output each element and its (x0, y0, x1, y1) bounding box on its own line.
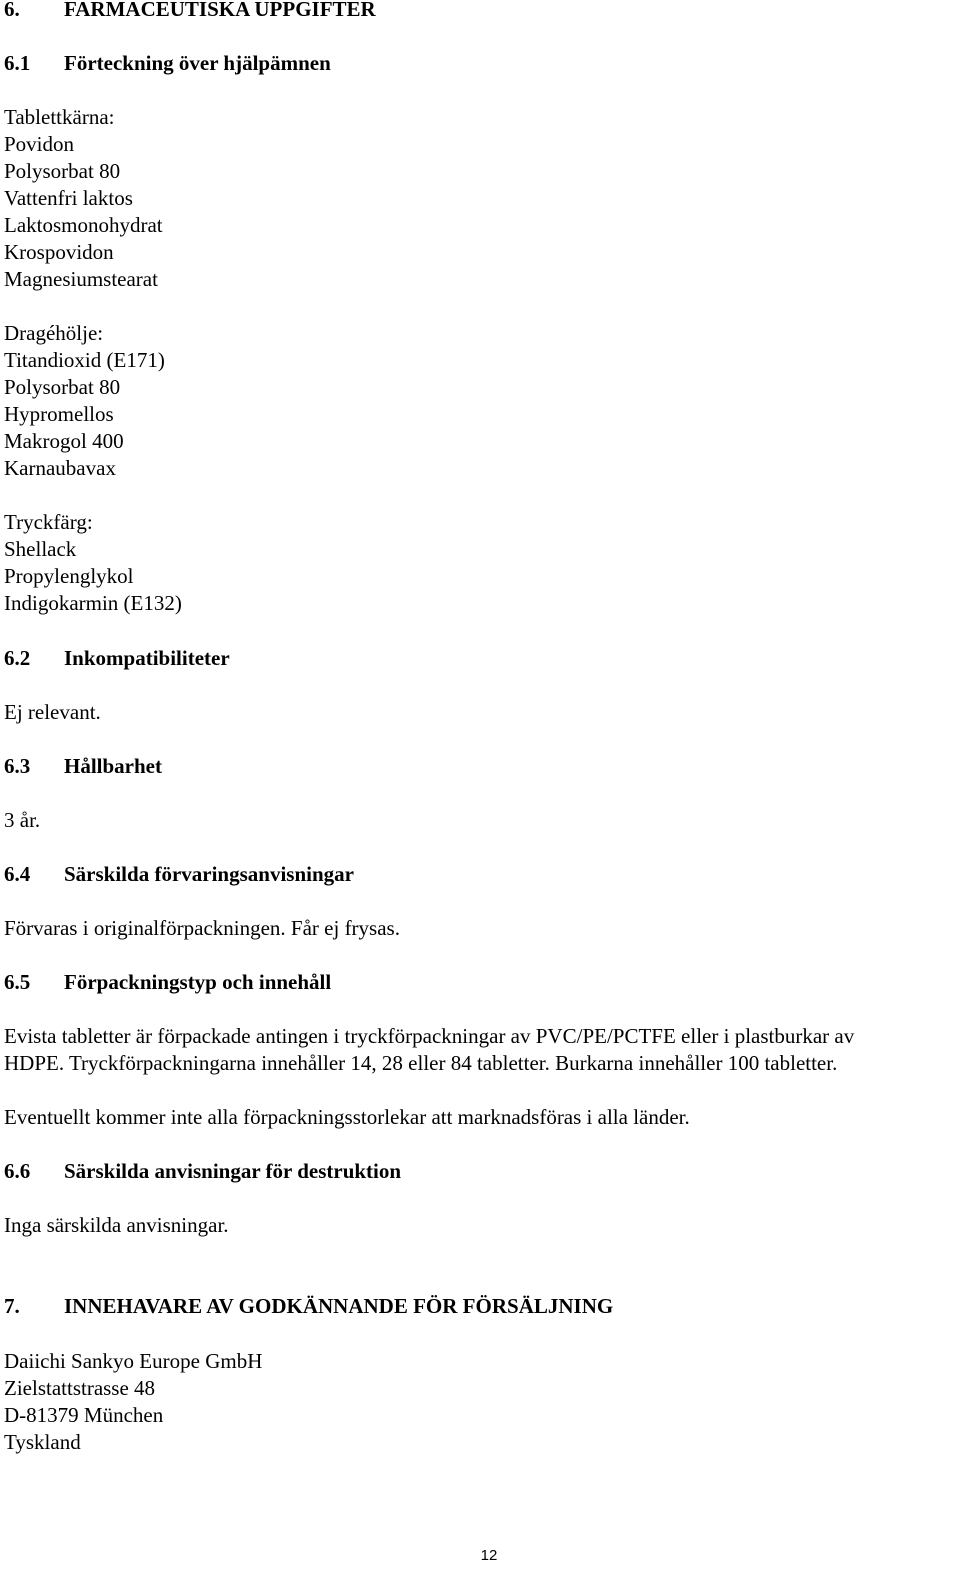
section-6-6-heading (4, 1158, 401, 1185)
section-number: 6.5 (4, 970, 31, 994)
paragraph: Inga särskilda anvisningar. (4, 1213, 229, 1237)
section-number: 6.2 (4, 646, 31, 670)
section-number: 6.1 (4, 51, 31, 75)
section-6-4-heading (4, 861, 354, 888)
section-number: 6.6 (4, 1159, 31, 1183)
section-6-5-heading (4, 969, 331, 996)
section-number: 7. (4, 1294, 20, 1318)
section-7-heading (4, 1293, 613, 1320)
list-item: Laktosmonohydrat (4, 213, 163, 237)
section-title: Förteckning över hjälpämnen (64, 51, 331, 75)
section-6-3-heading (4, 753, 162, 780)
list-item: Polysorbat 80 (4, 375, 121, 399)
section-title: FARMACEUTISKA UPPGIFTER (64, 0, 376, 21)
section-title: Särskilda anvisningar för destruktion (64, 1159, 402, 1183)
section-number: 6. (4, 0, 20, 21)
list-item: Titandioxid (E171) (4, 348, 165, 372)
section-number: 6.3 (4, 754, 31, 778)
paragraph: Förvaras i originalförpackningen. Får ej frysas. (4, 916, 400, 940)
section-number: 6.4 (4, 862, 31, 886)
section-6-2-heading (4, 645, 230, 672)
paragraph: Ej relevant. (4, 700, 101, 724)
address-line: Tyskland (4, 1430, 81, 1454)
list-item: Makrogol 400 (4, 429, 124, 453)
section-title: Inkompatibiliteter (64, 646, 230, 670)
address-line: Zielstattstrasse 48 (4, 1376, 156, 1400)
paragraph: Eventuellt kommer inte alla förpackningsstorlekar att marknadsföras i alla länder. (4, 1105, 690, 1129)
section-title: Särskilda förvaringsanvisningar (64, 862, 354, 886)
address-line: Daiichi Sankyo Europe GmbH (4, 1349, 263, 1373)
section-title: Hållbarhet (64, 754, 162, 778)
coating-label: Dragéhölje: (4, 321, 104, 345)
paragraph-line: HDPE. Tryckförpackningarna innehåller 14, 28 eller 84 tabletter. Burkarna innehåller 100 tabletter. (4, 1051, 838, 1075)
section-title: Förpackningstyp och innehåll (64, 970, 332, 994)
section-title: INNEHAVARE AV GODKÄNNANDE FÖR FÖRSÄLJNING (64, 1294, 614, 1318)
list-item: Propylenglykol (4, 564, 134, 588)
core-label: Tablettkärna: (4, 105, 115, 129)
list-item: Polysorbat 80 (4, 159, 121, 183)
page-number: 12 (480, 1547, 498, 1564)
list-item: Indigokarmin (E132) (4, 591, 182, 615)
list-item: Karnaubavax (4, 456, 116, 480)
ink-label: Tryckfärg: (4, 510, 93, 534)
section-6-1-heading (4, 50, 331, 77)
list-item: Krospovidon (4, 240, 114, 264)
list-item: Hypromellos (4, 402, 114, 426)
list-item: Povidon (4, 132, 75, 156)
paragraph-line: Evista tabletter är förpackade antingen i tryckförpackningar av PVC/PE/PCTFE eller i plastburkar av (4, 1024, 855, 1048)
paragraph: 3 år. (4, 808, 41, 832)
list-item: Shellack (4, 537, 77, 561)
list-item: Vattenfri laktos (4, 186, 133, 210)
address-line: D-81379 München (4, 1403, 164, 1427)
section-6-heading (4, 0, 376, 23)
list-item: Magnesiumstearat (4, 267, 158, 291)
